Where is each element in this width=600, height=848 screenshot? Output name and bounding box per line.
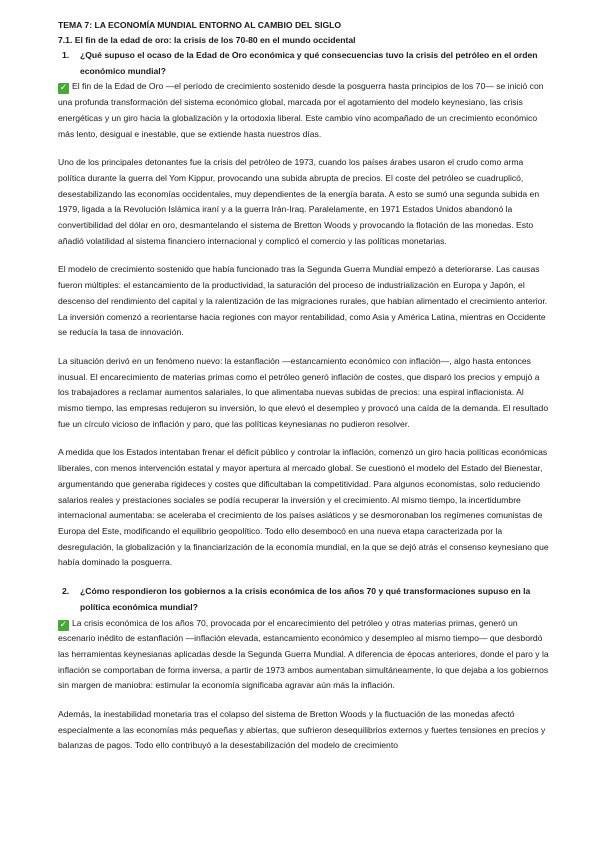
section-heading: 7.1. El fin de la edad de oro: la crisis de los 70-80 en el mundo occidental: [58, 35, 356, 45]
body-paragraph: Además, la inestabilidad monetaria tras el colapso del sistema de Bretton Woods y la fluctuación de las monedas afectó especialmente a las economías más pequeñas y abiertas, que sufrieron desequilibrios externos y fuertes tensiones en precios y balanzas de pagos. Todo ello contribuyó a la desestabilización del modelo de crecimiento: [58, 709, 546, 751]
body-paragraph: A medida que los Estados intentaban frenar el déficit público y controlar la inflación, comenzó un giro hacia políticas económicas liberales, con menos intervención estatal y mayor apertura al mercado global. Se cuestionó el modelo del Estado del Bienestar, argumentando que generaba rigideces y costes que dificultaban la competitividad. Para algunos economistas, solo reduciendo salarios reales y prestaciones sociales se podía recuperar la inversión y el crecimiento. Al mismo tiempo, la incertidumbre internacional aumentaba: se aceleraba el crecimiento de los países asiáticos y se desmoronaban los regímenes comunistas de Europa del Este, modificando el equilibrio geopolítico. Todo ello desembocó en una nueva etapa caracterizada por la desregulación, la globalización y la financiarización de la economía mundial, en la que se dejó atrás el consenso keynesiano que había dominado la posguerra.: [58, 447, 549, 568]
question-number: 1.: [62, 50, 70, 60]
answer-paragraph: ✓ El fin de la Edad de Oro —el período de crecimiento sostenido desde la posguerra hasta principios de los 70— se inició con una profunda transformación del sistema económico global, marcada por el agotamiento del modelo keynesiano, las crisis energéticas y un giro hacia la globalización y la ortodoxia liberal. Este cambio vino acompañado de un crecimiento económico más lento, desigual e inestable, que se extiende hasta nuestros días.: [58, 81, 544, 139]
document-title: TEMA 7: LA ECONOMÍA MUNDIAL ENTORNO AL CAMBIO DEL SIGLO: [58, 20, 342, 30]
question-number: 2.: [62, 586, 70, 597]
question-text: ¿Cómo respondieron los gobiernos a la crisis económica de los años 70 y qué transformaciones supuso en la política económica mundial?: [80, 586, 531, 612]
body-paragraph: El modelo de crecimiento sostenido que había funcionado tras la Segunda Guerra Mundial empezó a deteriorarse. Las causas fueron múltiples: el estancamiento de la productividad, la saturación del proceso de industrialización en Europa y Japón, el descenso del rendimiento del capital y la ralentización de las migraciones rurales, que habían alimentado el crecimiento anterior. La inversión comenzó a reorientarse hacia regiones con mayor rentabilidad, como Asia y América Latina, mientras en Occidente se reducía la tasa de innovación.: [58, 264, 548, 338]
question-1: [58, 48, 550, 79]
check-mark-icon: ✓: [59, 619, 68, 630]
check-mark-icon: ✓: [59, 83, 68, 94]
question-text: ¿Qué supuso el ocaso de la Edad de Oro económica y qué consecuencias tuvo la crisis del petróleo en el orden económico mundial?: [80, 50, 538, 76]
question-2: [58, 584, 550, 615]
answer-paragraph: ✓ La crisis económica de los años 70, provocada por el encarecimiento del petróleo y otras materias primas, generó un escenario inédito de estanflación —inflación elevada, estancamiento económico y desempleo al mismo tiempo— que desbordó las herramientas keynesianas aplicadas desde la Segunda Guerra Mundial. A diferencia de épocas anteriores, donde el paro y la inflación se comportaban de forma inversa, a partir de 1973 ambos aumentaban simultáneamente, lo que dejaba a los gobiernos sin margen de maniobra: estimular la economía significaba agravar aún más la inflación.: [58, 617, 549, 691]
body-paragraph: La situación derivó en un fenómeno nuevo: la estanflación —estancamiento económico con inflación—, algo hasta entonces inusual. El encarecimiento de materias primas como el petróleo generó inflación de costes, que disparó los precios y empujó a los trabajadores a reclamar aumentos salariales, lo que alimentaba nuevas subidas de precios: una espiral inflacionista. Al mismo tiempo, las empresas redujeron su inversión, lo que elevó el desempleo y provocó una caída de la demanda. El resultado fue un círculo vicioso de inflación y paro, que las políticas keynesianas no pudieron resolver.: [58, 355, 549, 429]
body-paragraph: Uno de los principales detonantes fue la crisis del petróleo de 1973, cuando los países árabes usaron el crudo como arma política durante la guerra del Yom Kippur, provocando una subida abrupta de precios. El coste del petróleo se cuadruplicó, desestabilizando las economías occidentales, muy dependientes de la energía barata. A esto se sumó una segunda subida en 1979, ligada a la Revolución Islámica iraní y a la guerra Irán-Iraq. Paralelamente, en 1971 Estados Unidos abandonó la convertibilidad del dólar en oro, desmantelando el sistema de Bretton Woods y provocando la flotación de las monedas. Esto añadió volatilidad al sistema financiero internacional y complicó el comercio y las políticas monetarias.: [58, 157, 540, 246]
